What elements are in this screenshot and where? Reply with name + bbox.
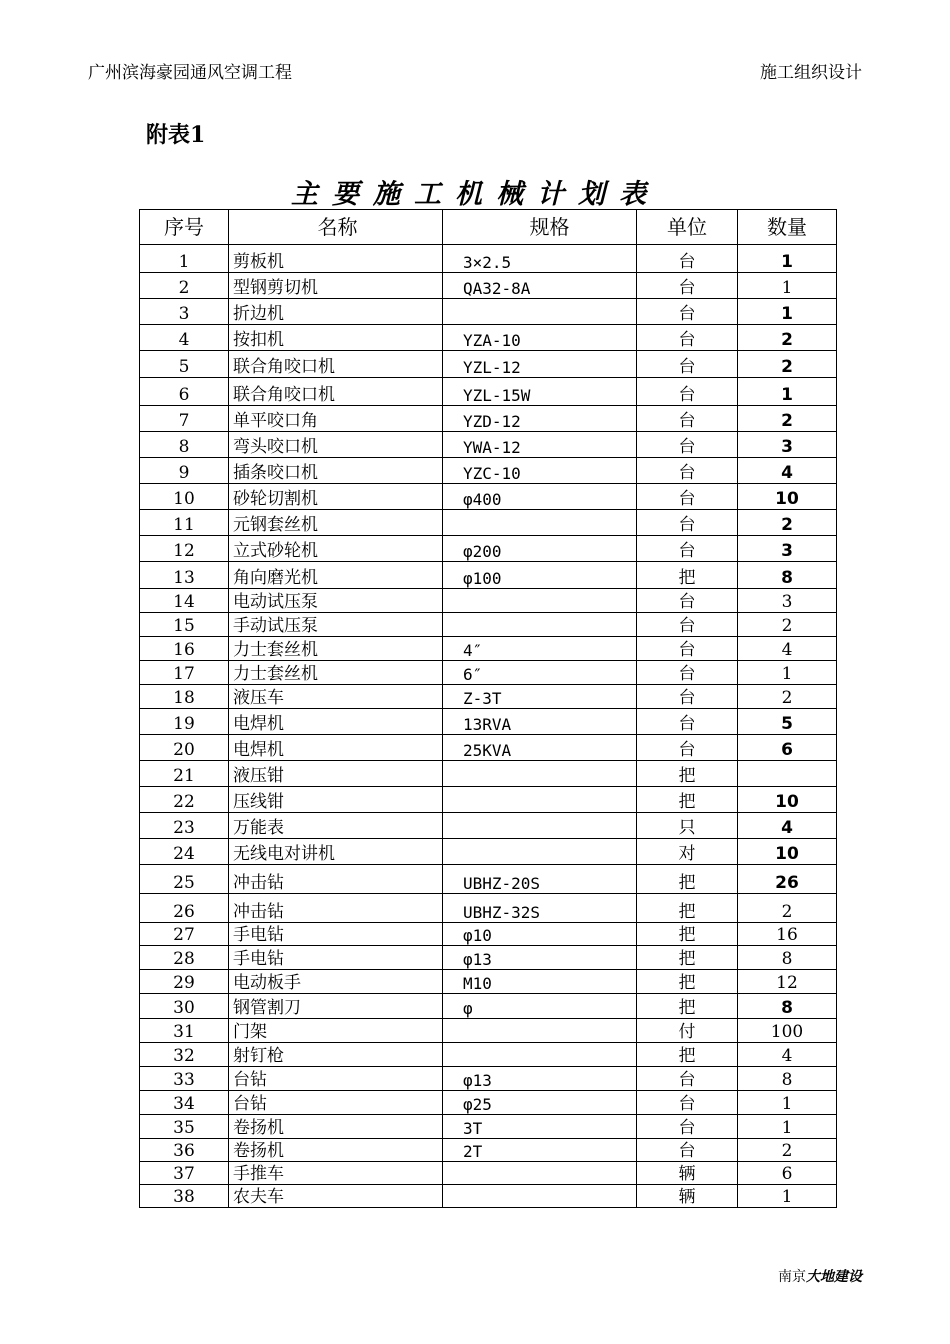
cell-name: 角向磨光机 — [229, 562, 443, 589]
cell-name: 按扣机 — [229, 325, 443, 351]
table-row — [140, 709, 837, 735]
cell-spec: φ13 — [443, 1067, 637, 1091]
cell-spec: 3T — [443, 1115, 637, 1139]
cell-qty: 5 — [738, 709, 837, 735]
cell-name: 电焊机 — [229, 709, 443, 735]
cell-name: 射钉枪 — [229, 1043, 443, 1067]
cell-unit: 台 — [637, 1139, 738, 1162]
cell-no: 4 — [140, 325, 229, 351]
cell-unit: 只 — [637, 813, 738, 839]
table-row — [140, 325, 837, 351]
cell-unit: 台 — [637, 484, 738, 510]
cell-qty: 1 — [738, 299, 837, 325]
table-row — [140, 1043, 837, 1067]
cell-name: 力士套丝机 — [229, 661, 443, 685]
cell-spec — [443, 761, 637, 787]
cell-spec: QA32-8A — [443, 273, 637, 299]
cell-no: 24 — [140, 839, 229, 865]
cell-spec: 25KVA — [443, 735, 637, 761]
cell-no: 18 — [140, 685, 229, 709]
cell-name: 手推车 — [229, 1162, 443, 1185]
cell-no: 23 — [140, 813, 229, 839]
cell-unit: 辆 — [637, 1162, 738, 1185]
cell-name: 卷扬机 — [229, 1115, 443, 1139]
cell-qty: 2 — [738, 325, 837, 351]
cell-no: 15 — [140, 613, 229, 637]
cell-name: 电焊机 — [229, 735, 443, 761]
cell-unit: 台 — [637, 685, 738, 709]
cell-spec — [443, 589, 637, 613]
table-row — [140, 1067, 837, 1091]
cell-qty: 3 — [738, 432, 837, 458]
cell-spec: 2T — [443, 1139, 637, 1162]
cell-name: 液压钳 — [229, 761, 443, 787]
column-header-no: 序号 — [140, 210, 229, 245]
cell-spec: YZL-12 — [443, 351, 637, 378]
cell-unit: 台 — [637, 709, 738, 735]
cell-name: 冲击钻 — [229, 865, 443, 894]
cell-unit: 把 — [637, 562, 738, 589]
cell-spec — [443, 787, 637, 813]
cell-spec: φ200 — [443, 536, 637, 562]
cell-unit: 把 — [637, 970, 738, 994]
cell-qty: 8 — [738, 562, 837, 589]
table-row — [140, 1115, 837, 1139]
cell-spec: YZC-10 — [443, 458, 637, 484]
table-row — [140, 787, 837, 813]
cell-qty — [738, 761, 837, 787]
cell-spec — [443, 1043, 637, 1067]
table-row — [140, 894, 837, 923]
cell-qty: 1 — [738, 378, 837, 406]
cell-spec: Z-3T — [443, 685, 637, 709]
cell-qty: 1 — [738, 1115, 837, 1139]
cell-no: 30 — [140, 994, 229, 1019]
cell-qty: 2 — [738, 894, 837, 923]
cell-no: 11 — [140, 510, 229, 536]
cell-spec: YWA-12 — [443, 432, 637, 458]
cell-qty: 3 — [738, 536, 837, 562]
cell-unit: 台 — [637, 589, 738, 613]
cell-no: 37 — [140, 1162, 229, 1185]
cell-name: 手电钻 — [229, 923, 443, 946]
table-row — [140, 432, 837, 458]
cell-no: 10 — [140, 484, 229, 510]
cell-name: 卷扬机 — [229, 1139, 443, 1162]
column-header-name: 名称 — [229, 210, 443, 245]
cell-no: 31 — [140, 1019, 229, 1043]
table-row — [140, 813, 837, 839]
cell-name: 砂轮切割机 — [229, 484, 443, 510]
cell-name: 液压车 — [229, 685, 443, 709]
table-row — [140, 923, 837, 946]
cell-name: 无线电对讲机 — [229, 839, 443, 865]
cell-unit: 台 — [637, 510, 738, 536]
cell-qty: 10 — [738, 787, 837, 813]
cell-spec — [443, 613, 637, 637]
cell-qty: 3 — [738, 589, 837, 613]
header-document-type: 施工组织设计 — [760, 63, 862, 83]
appendix-label: 附表1 — [146, 122, 206, 148]
table-row — [140, 865, 837, 894]
cell-name: 插条咬口机 — [229, 458, 443, 484]
cell-no: 19 — [140, 709, 229, 735]
cell-unit: 台 — [637, 458, 738, 484]
cell-qty: 10 — [738, 839, 837, 865]
table-row — [140, 406, 837, 432]
cell-spec: 6″ — [443, 661, 637, 685]
cell-no: 12 — [140, 536, 229, 562]
cell-qty: 10 — [738, 484, 837, 510]
cell-name: 台钻 — [229, 1067, 443, 1091]
cell-unit: 对 — [637, 839, 738, 865]
cell-qty: 4 — [738, 458, 837, 484]
cell-no: 17 — [140, 661, 229, 685]
cell-spec: φ13 — [443, 946, 637, 970]
cell-qty: 8 — [738, 946, 837, 970]
table-header-row — [140, 210, 837, 245]
cell-no: 21 — [140, 761, 229, 787]
cell-name: 手电钻 — [229, 946, 443, 970]
cell-no: 9 — [140, 458, 229, 484]
cell-spec: UBHZ-32S — [443, 894, 637, 923]
cell-qty: 8 — [738, 1067, 837, 1091]
cell-no: 36 — [140, 1139, 229, 1162]
cell-spec — [443, 1185, 637, 1208]
table-row — [140, 351, 837, 378]
cell-spec: φ400 — [443, 484, 637, 510]
cell-qty: 4 — [738, 637, 837, 661]
column-header-qty: 数量 — [738, 210, 837, 245]
cell-unit: 把 — [637, 946, 738, 970]
cell-qty: 1 — [738, 1185, 837, 1208]
table-row — [140, 1185, 837, 1208]
cell-name: 台钻 — [229, 1091, 443, 1115]
cell-spec: UBHZ-20S — [443, 865, 637, 894]
cell-unit: 台 — [637, 613, 738, 637]
table-row — [140, 562, 837, 589]
cell-unit: 把 — [637, 865, 738, 894]
cell-name: 联合角咬口机 — [229, 351, 443, 378]
cell-name: 门架 — [229, 1019, 443, 1043]
cell-unit: 把 — [637, 787, 738, 813]
header-project-title: 广州滨海豪园通风空调工程 — [88, 63, 292, 83]
table-row — [140, 970, 837, 994]
cell-unit: 台 — [637, 1067, 738, 1091]
cell-unit: 台 — [637, 299, 738, 325]
cell-spec: YZA-10 — [443, 325, 637, 351]
cell-name: 元钢套丝机 — [229, 510, 443, 536]
table-row — [140, 994, 837, 1019]
cell-no: 26 — [140, 894, 229, 923]
cell-qty: 2 — [738, 685, 837, 709]
cell-spec: φ25 — [443, 1091, 637, 1115]
cell-unit: 台 — [637, 432, 738, 458]
cell-unit: 台 — [637, 1115, 738, 1139]
cell-name: 力士套丝机 — [229, 637, 443, 661]
cell-spec — [443, 299, 637, 325]
cell-spec: YZL-15W — [443, 378, 637, 406]
cell-no: 13 — [140, 562, 229, 589]
table-row — [140, 839, 837, 865]
cell-no: 38 — [140, 1185, 229, 1208]
table-row — [140, 735, 837, 761]
cell-no: 34 — [140, 1091, 229, 1115]
table-row — [140, 299, 837, 325]
cell-qty: 1 — [738, 273, 837, 299]
cell-qty: 1 — [738, 245, 837, 273]
cell-no: 35 — [140, 1115, 229, 1139]
cell-unit: 台 — [637, 245, 738, 273]
cell-unit: 台 — [637, 406, 738, 432]
cell-qty: 2 — [738, 510, 837, 536]
cell-spec: 4″ — [443, 637, 637, 661]
footer-company — [778, 1266, 862, 1286]
table-row — [140, 661, 837, 685]
column-header-spec: 规格 — [443, 210, 637, 245]
cell-no: 27 — [140, 923, 229, 946]
cell-spec — [443, 839, 637, 865]
cell-unit: 把 — [637, 923, 738, 946]
cell-no: 20 — [140, 735, 229, 761]
cell-qty: 2 — [738, 406, 837, 432]
table-row — [140, 761, 837, 787]
cell-qty: 1 — [738, 661, 837, 685]
cell-name: 电动板手 — [229, 970, 443, 994]
cell-unit: 台 — [637, 378, 738, 406]
column-header-unit: 单位 — [637, 210, 738, 245]
cell-spec — [443, 1162, 637, 1185]
cell-name: 万能表 — [229, 813, 443, 839]
cell-no: 33 — [140, 1067, 229, 1091]
cell-spec — [443, 510, 637, 536]
footer-city: 南京 — [778, 1269, 806, 1285]
table-row — [140, 273, 837, 299]
cell-unit: 台 — [637, 325, 738, 351]
cell-qty: 2 — [738, 351, 837, 378]
cell-no: 28 — [140, 946, 229, 970]
cell-no: 14 — [140, 589, 229, 613]
cell-no: 6 — [140, 378, 229, 406]
cell-unit: 台 — [637, 661, 738, 685]
cell-unit: 台 — [637, 351, 738, 378]
cell-no: 3 — [140, 299, 229, 325]
cell-spec: φ100 — [443, 562, 637, 589]
cell-qty: 4 — [738, 1043, 837, 1067]
cell-spec: M10 — [443, 970, 637, 994]
table-row — [140, 458, 837, 484]
cell-spec: YZD-12 — [443, 406, 637, 432]
cell-name: 联合角咬口机 — [229, 378, 443, 406]
table-row — [140, 685, 837, 709]
cell-qty: 100 — [738, 1019, 837, 1043]
table-row — [140, 637, 837, 661]
cell-no: 7 — [140, 406, 229, 432]
footer-company-name: 大地建设 — [806, 1269, 862, 1285]
cell-spec: φ10 — [443, 923, 637, 946]
cell-unit: 把 — [637, 894, 738, 923]
table-row — [140, 946, 837, 970]
table-title: 主要施工机械计划表 — [291, 179, 660, 210]
cell-unit: 把 — [637, 1043, 738, 1067]
table-row — [140, 536, 837, 562]
table-row — [140, 378, 837, 406]
table-row — [140, 1019, 837, 1043]
cell-spec — [443, 813, 637, 839]
cell-unit: 辆 — [637, 1185, 738, 1208]
table-row — [140, 613, 837, 637]
table-row — [140, 510, 837, 536]
cell-no: 32 — [140, 1043, 229, 1067]
cell-name: 单平咬口角 — [229, 406, 443, 432]
cell-name: 电动试压泵 — [229, 589, 443, 613]
cell-name: 钢管割刀 — [229, 994, 443, 1019]
cell-qty: 8 — [738, 994, 837, 1019]
table-row — [140, 484, 837, 510]
cell-name: 手动试压泵 — [229, 613, 443, 637]
cell-unit: 台 — [637, 735, 738, 761]
cell-no: 16 — [140, 637, 229, 661]
table-row — [140, 1162, 837, 1185]
table-row — [140, 1091, 837, 1115]
cell-qty: 6 — [738, 735, 837, 761]
cell-unit: 台 — [637, 1091, 738, 1115]
cell-qty: 2 — [738, 1139, 837, 1162]
cell-qty: 26 — [738, 865, 837, 894]
machinery-plan-table — [139, 209, 837, 1208]
cell-unit: 把 — [637, 994, 738, 1019]
cell-no: 5 — [140, 351, 229, 378]
cell-no: 25 — [140, 865, 229, 894]
cell-spec: 3×2.5 — [443, 245, 637, 273]
cell-name: 折边机 — [229, 299, 443, 325]
cell-name: 剪板机 — [229, 245, 443, 273]
cell-spec: φ — [443, 994, 637, 1019]
cell-no: 2 — [140, 273, 229, 299]
table-row — [140, 589, 837, 613]
cell-no: 1 — [140, 245, 229, 273]
cell-qty: 16 — [738, 923, 837, 946]
cell-unit: 台 — [637, 273, 738, 299]
cell-unit: 台 — [637, 536, 738, 562]
cell-qty: 12 — [738, 970, 837, 994]
cell-qty: 1 — [738, 1091, 837, 1115]
cell-no: 29 — [140, 970, 229, 994]
cell-qty: 6 — [738, 1162, 837, 1185]
table-row — [140, 245, 837, 273]
cell-name: 冲击钻 — [229, 894, 443, 923]
cell-spec: 13RVA — [443, 709, 637, 735]
cell-unit: 付 — [637, 1019, 738, 1043]
cell-name: 农夫车 — [229, 1185, 443, 1208]
cell-no: 22 — [140, 787, 229, 813]
cell-name: 压线钳 — [229, 787, 443, 813]
cell-unit: 台 — [637, 637, 738, 661]
cell-spec — [443, 1019, 637, 1043]
cell-no: 8 — [140, 432, 229, 458]
table-row — [140, 1139, 837, 1162]
cell-name: 弯头咬口机 — [229, 432, 443, 458]
cell-name: 立式砂轮机 — [229, 536, 443, 562]
cell-unit: 把 — [637, 761, 738, 787]
cell-name: 型钢剪切机 — [229, 273, 443, 299]
cell-qty: 2 — [738, 613, 837, 637]
cell-qty: 4 — [738, 813, 837, 839]
